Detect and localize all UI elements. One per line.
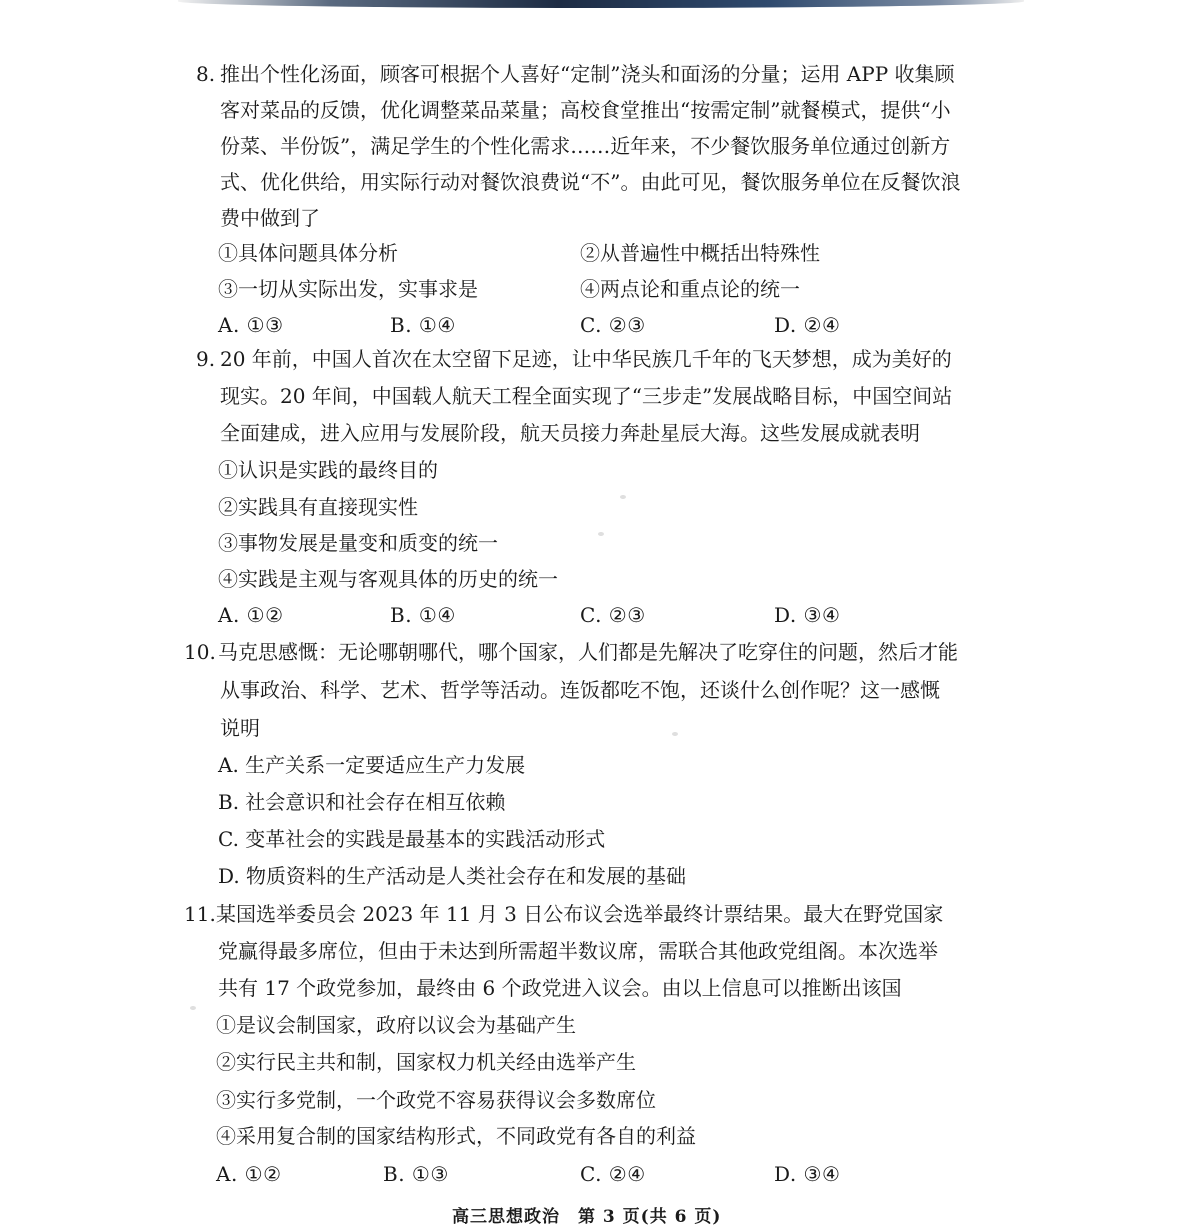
- statement-3: ③事物发展是量变和质变的统一: [218, 531, 498, 555]
- question-stem-line: 党赢得最多席位，但由于未达到所需超半数议席，需联合其他政党组阁。本次选举: [218, 939, 938, 963]
- page-footer: 高三思想政治 第 3 页(共 6 页): [452, 1207, 722, 1227]
- question-stem-line: 费中做到了: [220, 206, 320, 230]
- question-stem-line: 全面建成，进入应用与发展阶段，航天员接力奔赴星辰大海。这些发展成就表明: [220, 421, 920, 445]
- answer-a: A. ①②: [216, 1162, 282, 1186]
- statement-1: ①是议会制国家，政府以议会为基础产生: [216, 1013, 576, 1037]
- question-stem-line: 推出个性化汤面，顾客可根据个人喜好“定制”浇头和面汤的分量；运用 APP 收集顾: [220, 62, 955, 86]
- statement-3: ③实行多党制，一个政党不容易获得议会多数席位: [216, 1088, 656, 1112]
- question-stem-line: 客对菜品的反馈，优化调整菜品菜量；高校食堂推出“按需定制”就餐模式，提供“小: [220, 98, 951, 122]
- answer-c: C. ②③: [580, 313, 646, 337]
- statement-4: ④两点论和重点论的统一: [580, 277, 800, 301]
- statement-2: ②实行民主共和制，国家权力机关经由选举产生: [216, 1050, 636, 1074]
- statement-4: ④采用复合制的国家结构形式，不同政党有各自的利益: [216, 1124, 696, 1148]
- statement-1: ①认识是实践的最终目的: [218, 458, 438, 482]
- question-stem-line: 某国选举委员会 2023 年 11 月 3 日公布议会选举最终计票结果。最大在野党国家: [216, 902, 944, 926]
- scan-smudge: [190, 1006, 196, 1010]
- question-stem-line: 20 年前，中国人首次在太空留下足迹，让中华民族几千年的飞天梦想，成为美好的: [220, 347, 952, 371]
- answer-d: D. ②④: [774, 313, 841, 337]
- answer-a: A. ①②: [218, 603, 284, 627]
- question-stem-line: 现实。20 年间，中国载人航天工程全面实现了“三步走”发展战略目标，中国空间站: [220, 384, 953, 408]
- statement-4: ④实践是主观与客观具体的历史的统一: [218, 567, 558, 591]
- scan-edge-artifact: [178, 0, 1024, 8]
- question-stem-line: 共有 17 个政党参加，最终由 6 个政党进入议会。由以上信息可以推断出该国: [218, 976, 902, 1000]
- answer-d: D. ③④: [774, 1162, 841, 1186]
- statement-3: ③一切从实际出发，实事求是: [218, 277, 478, 301]
- answer-b: B. ①③: [383, 1162, 449, 1186]
- answer-a: A. ①③: [218, 313, 284, 337]
- option-a: A. 生产关系一定要适应生产力发展: [218, 753, 526, 777]
- question-number: 9.: [196, 347, 216, 371]
- statement-1: ①具体问题具体分析: [218, 241, 398, 265]
- question-number: 8.: [196, 62, 216, 86]
- question-stem-line: 份菜、半份饭”，满足学生的个性化需求……近年来，不少餐饮服务单位通过创新方: [220, 134, 951, 158]
- statement-2: ②实践具有直接现实性: [218, 495, 418, 519]
- answer-c: C. ②④: [580, 1162, 646, 1186]
- question-stem-line: 说明: [220, 716, 260, 740]
- question-stem-line: 从事政治、科学、艺术、哲学等活动。连饭都吃不饱，还谈什么创作呢？这一感慨: [220, 678, 940, 702]
- question-stem-line: 马克思感慨：无论哪朝哪代，哪个国家，人们都是先解决了吃穿住的问题，然后才能: [218, 640, 958, 664]
- question-number: 10.: [184, 640, 216, 664]
- option-d: D. 物质资料的生产活动是人类社会存在和发展的基础: [218, 864, 687, 888]
- option-b: B. 社会意识和社会存在相互依赖: [218, 790, 506, 814]
- question-number: 11.: [184, 902, 216, 926]
- scan-smudge: [672, 732, 678, 736]
- scan-smudge: [598, 532, 604, 536]
- statement-2: ②从普遍性中概括出特殊性: [580, 241, 820, 265]
- answer-b: B. ①④: [390, 313, 456, 337]
- answer-c: C. ②③: [580, 603, 646, 627]
- answer-b: B. ①④: [390, 603, 456, 627]
- option-c: C. 变革社会的实践是最基本的实践活动形式: [218, 827, 606, 851]
- question-stem-line: 式、优化供给，用实际行动对餐饮浪费说“不”。由此可见，餐饮服务单位在反餐饮浪: [220, 170, 961, 194]
- scan-smudge: [620, 495, 626, 499]
- answer-d: D. ③④: [774, 603, 841, 627]
